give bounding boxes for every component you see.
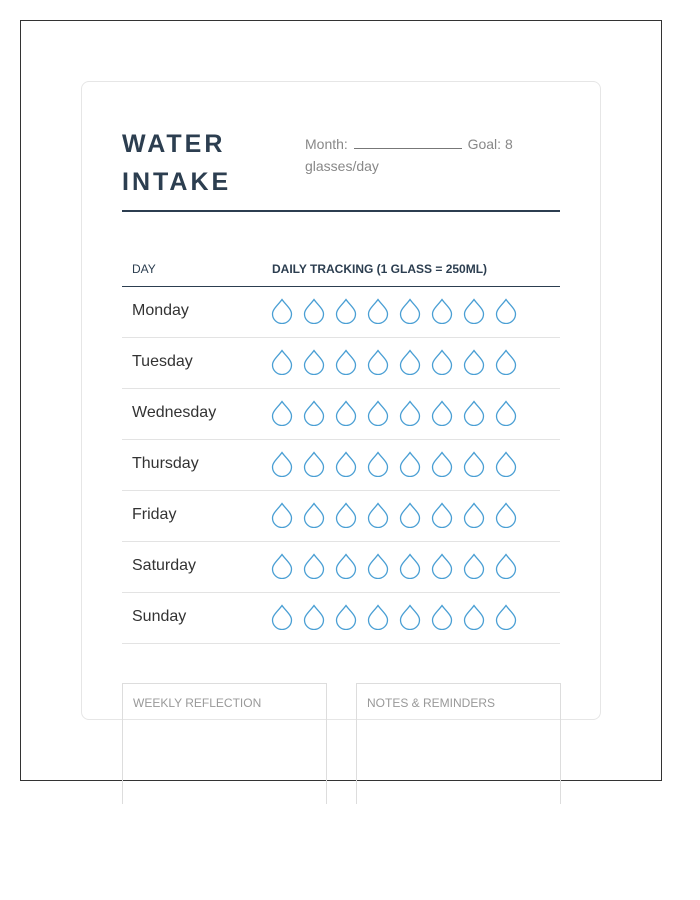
tracker-content: [122, 81, 560, 644]
water-drop-icon[interactable]: [431, 400, 453, 426]
bottom-sections: [122, 683, 560, 803]
table-header: [122, 212, 560, 287]
water-drop-icon[interactable]: [463, 349, 485, 375]
day-label: Saturday: [132, 557, 197, 574]
water-drop-icon[interactable]: [495, 604, 517, 630]
water-drop-icon[interactable]: [303, 451, 325, 477]
water-drop-icon[interactable]: [495, 400, 517, 426]
table-row: [122, 287, 560, 338]
water-drop-icon[interactable]: [495, 502, 517, 528]
table-row: [122, 542, 560, 593]
table-row: [122, 491, 560, 542]
water-drop-icon[interactable]: [399, 400, 421, 426]
water-drop-icon[interactable]: [495, 349, 517, 375]
water-drop-icon[interactable]: [303, 349, 325, 375]
water-drop-icon[interactable]: [463, 502, 485, 528]
title-line-2: INTAKE: [122, 168, 232, 196]
month-label: Month:: [305, 136, 348, 152]
table-row: [122, 440, 560, 491]
glass-tracker: [271, 349, 517, 375]
water-drop-icon[interactable]: [399, 451, 421, 477]
glass-tracker: [271, 451, 517, 477]
table-row: [122, 593, 560, 644]
water-drop-icon[interactable]: [335, 604, 357, 630]
water-drop-icon[interactable]: [335, 451, 357, 477]
table-row: [122, 389, 560, 440]
water-drop-icon[interactable]: [271, 502, 293, 528]
water-drop-icon[interactable]: [303, 400, 325, 426]
water-drop-icon[interactable]: [431, 349, 453, 375]
column-header-tracking: DAILY TRACKING (1 GLASS = 250ML): [272, 262, 488, 276]
water-drop-icon[interactable]: [495, 451, 517, 477]
water-drop-icon[interactable]: [335, 349, 357, 375]
water-drop-icon[interactable]: [303, 502, 325, 528]
page-title: [122, 125, 231, 201]
water-drop-icon[interactable]: [463, 604, 485, 630]
table-body: [122, 287, 560, 644]
water-drop-icon[interactable]: [335, 400, 357, 426]
notes-reminders-box[interactable]: [356, 683, 561, 804]
water-drop-icon[interactable]: [271, 451, 293, 477]
day-label: Tuesday: [132, 353, 193, 370]
water-drop-icon[interactable]: [367, 400, 389, 426]
water-drop-icon[interactable]: [431, 553, 453, 579]
water-drop-icon[interactable]: [303, 553, 325, 579]
water-drop-icon[interactable]: [367, 502, 389, 528]
glass-tracker: [271, 298, 517, 324]
month-field[interactable]: [354, 134, 462, 149]
water-drop-icon[interactable]: [463, 451, 485, 477]
water-drop-icon[interactable]: [431, 502, 453, 528]
tracker-header: [122, 81, 560, 212]
column-header-day: DAY: [132, 262, 156, 276]
water-drop-icon[interactable]: [271, 400, 293, 426]
water-drop-icon[interactable]: [431, 298, 453, 324]
water-drop-icon[interactable]: [495, 298, 517, 324]
glass-tracker: [271, 400, 517, 426]
day-label: Monday: [132, 302, 189, 319]
water-drop-icon[interactable]: [271, 349, 293, 375]
notes-reminders-title: NOTES & REMINDERS: [367, 696, 496, 710]
water-drop-icon[interactable]: [463, 553, 485, 579]
glass-tracker: [271, 553, 517, 579]
weekly-reflection-box[interactable]: [122, 683, 327, 804]
header-meta: [305, 133, 535, 177]
water-drop-icon[interactable]: [335, 298, 357, 324]
day-label: Wednesday: [132, 404, 217, 421]
water-drop-icon[interactable]: [367, 604, 389, 630]
water-drop-icon[interactable]: [367, 451, 389, 477]
goal-text: Goal: 8 glasses/day: [305, 136, 513, 174]
glass-tracker: [271, 502, 517, 528]
water-drop-icon[interactable]: [495, 553, 517, 579]
water-drop-icon[interactable]: [367, 553, 389, 579]
water-drop-icon[interactable]: [399, 502, 421, 528]
water-drop-icon[interactable]: [271, 298, 293, 324]
day-label: Sunday: [132, 608, 187, 625]
water-drop-icon[interactable]: [271, 553, 293, 579]
water-drop-icon[interactable]: [431, 604, 453, 630]
water-drop-icon[interactable]: [335, 502, 357, 528]
water-drop-icon[interactable]: [271, 604, 293, 630]
glass-tracker: [271, 604, 517, 630]
water-drop-icon[interactable]: [463, 298, 485, 324]
water-drop-icon[interactable]: [303, 604, 325, 630]
water-drop-icon[interactable]: [367, 298, 389, 324]
water-drop-icon[interactable]: [367, 349, 389, 375]
water-drop-icon[interactable]: [399, 553, 421, 579]
water-drop-icon[interactable]: [431, 451, 453, 477]
day-label: Friday: [132, 506, 177, 523]
water-drop-icon[interactable]: [399, 349, 421, 375]
water-drop-icon[interactable]: [399, 604, 421, 630]
water-drop-icon[interactable]: [399, 298, 421, 324]
table-row: [122, 338, 560, 389]
title-line-1: WATER: [122, 130, 226, 158]
water-drop-icon[interactable]: [303, 298, 325, 324]
day-label: Thursday: [132, 455, 199, 472]
water-drop-icon[interactable]: [463, 400, 485, 426]
weekly-reflection-title: WEEKLY REFLECTION: [133, 696, 262, 710]
water-drop-icon[interactable]: [335, 553, 357, 579]
